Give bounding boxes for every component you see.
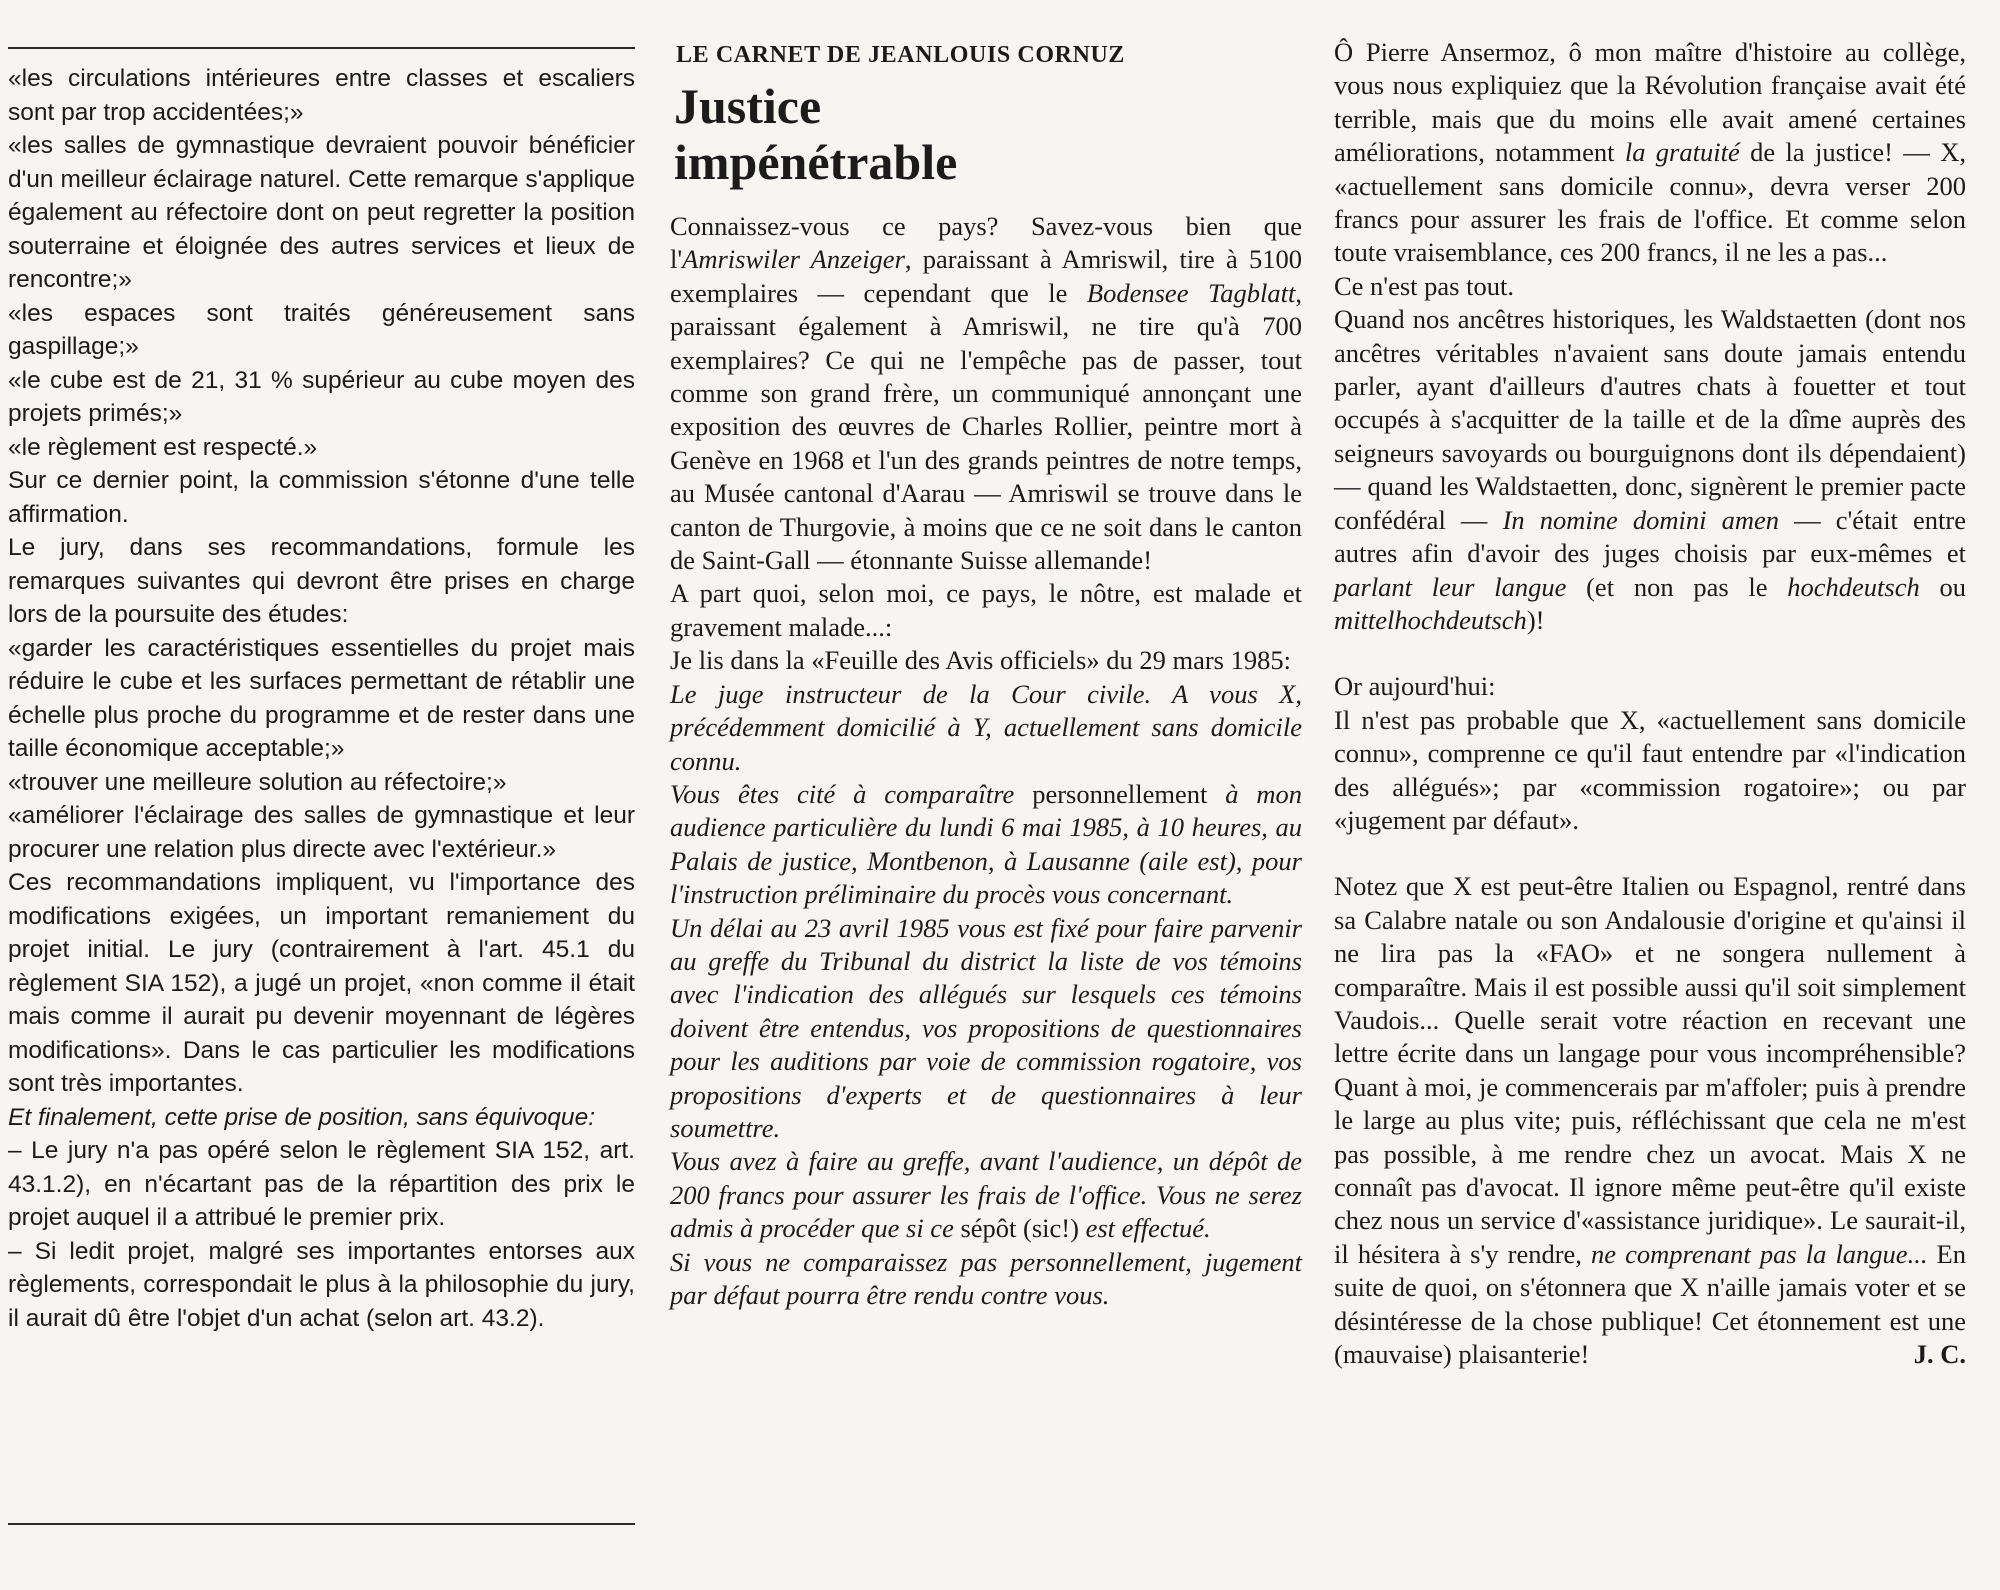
left-paragraph: «les espaces sont traités généreusement sans gaspillage;» <box>8 299 635 360</box>
text-run: Quand nos ancêtres historiques, les Waldstaetten (dont nos ancêtres véritables n'avaient sans doute jamais entendu parler, ayant d'ailleurs d'autres chats à fouetter et tout occupés à s'acquitter de la taille et de la dîme auprès des seigneurs savoyards ou bourguignons dont ils dépendaient) — quand les Waldstaetten, donc, signèrent le premier pacte confédéral — <box>1334 304 1966 535</box>
text-run-italic: ne comprenant pas la langue... <box>1591 1238 1928 1269</box>
text-run: , paraissant à Amriswil, tire à 5100 exemplaires — cependant que le <box>670 244 1302 308</box>
article-paragraph <box>1334 303 1966 637</box>
text-run-italic: la gratuité <box>1624 137 1740 168</box>
quoted-notice <box>670 1145 1302 1245</box>
title-line: impénétrable <box>674 134 958 190</box>
text-run-italic: mittelhochdeutsch <box>1334 604 1527 635</box>
text-run: ou <box>1919 571 1967 602</box>
middle-column <box>670 36 1302 1312</box>
text-run: Ô Pierre Ansermoz, ô mon maître d'histoire au collège, vous nous expliquiez que la Révolution française avait été terrible, mais que du moins elle avait amené certaines améliorations, notamment <box>1334 37 1966 168</box>
text-run: personnellement <box>1014 778 1226 809</box>
article-paragraph: Or aujourd'hui: <box>1334 671 1496 702</box>
quoted-notice: Si vous ne comparaissez pas personnellement, jugement par défaut pourra être rendu contre vous. <box>670 1246 1302 1310</box>
left-column <box>8 62 635 1335</box>
left-paragraph: «les circulations intérieures entre classes et escaliers sont par trop accidentées;» <box>8 65 635 126</box>
article-paragraph: Il n'est pas probable que X, «actuellement sans domicile connu», comprenne ce qu'il faut entendre par «l'indication des allégués»; par «commission rogatoire»; ou par «jugement par défaut». <box>1334 704 1966 835</box>
article-title <box>674 78 1302 190</box>
left-paragraph: – Le jury n'a pas opéré selon le règlement SIA 152, art. 43.1.2), en n'écartant pas de la répartition des prix le projet auquel il a attribué le premier prix. <box>8 1137 635 1231</box>
text-run-italic: parlant leur langue <box>1334 571 1567 602</box>
text-run: de la justice! — X, «actuellement sans domicile connu», devra verser 200 francs pour assurer les frais de l'office. Et comme selon toute vraisemblance, ces 200 francs, il ne les a pas... <box>1334 137 1966 268</box>
left-paragraph: Sur ce dernier point, la commission s'étonne d'une telle affirmation. <box>8 467 635 528</box>
text-run: — c'était entre autres afin d'avoir des juges choisis par eux-mêmes et <box>1334 504 1967 569</box>
left-paragraph: «améliorer l'éclairage des salles de gymnastique et leur procurer une relation plus directe avec l'extérieur.» <box>8 802 635 863</box>
left-paragraph: Ces recommandations impliquent, vu l'importance des modifications exigées, un important remaniement du projet initial. Le jury (contrairement à l'art. 45.1 du règlement SIA 152), a jugé un projet, «non comme il était mais comme il aurait pu devenir moyennant de légères modifications». Dans le cas particulier les modifications sont très importantes. <box>8 869 635 1097</box>
text-run-italic: In nomine domini amen <box>1502 504 1780 535</box>
text-run: En suite de quoi, on s'étonnera que X n'aille jamais voter et se désintéresse de la chose publique! Cet étonnement est une (mauvaise) plaisanterie! <box>1334 1238 1966 1370</box>
top-rule <box>8 47 635 49</box>
text-run-italic: Vous avez à faire au greffe, avant l'audience, un dépôt de 200 francs pour assurer les frais de l'office. Vous ne serez admis à procéder que si ce <box>670 1146 1302 1244</box>
left-paragraph: «les salles de gymnastique devraient pouvoir bénéficier d'un meilleur éclairage naturel. Cette remarque s'applique également au réfectoire dont on peut regretter la position souterraine et éloignée des autres services et lieux de rencontre;» <box>8 132 635 293</box>
quoted-notice <box>670 778 1302 912</box>
text-run-italic: est effectué. <box>1078 1213 1211 1244</box>
text-run: (et non pas le <box>1566 571 1788 602</box>
quoted-notice: Un délai au 23 avril 1985 vous est fixé pour faire parvenir au greffe du Tribunal du district la liste de vos témoins avec l'indication des allégués sur lesquels ces témoins doivent être entendus, vos propositions de questionnaires pour les auditions par voie de commission rogatoire, vos propositions d'experts et de questionnaires à leur soumettre. <box>670 912 1302 1143</box>
text-run: )! <box>1526 604 1545 635</box>
left-paragraph: «le règlement est respecté.» <box>8 433 318 461</box>
article-paragraph: A part quoi, selon moi, ce pays, le nôtre, est malade et gravement malade...: <box>670 578 1302 642</box>
left-paragraph: Et finalement, cette prise de position, sans équivoque: <box>8 1103 595 1131</box>
author-signature: J. C. <box>1913 1339 1966 1370</box>
right-column <box>1334 36 1966 1371</box>
article-paragraph <box>1334 36 1966 270</box>
text-run-italic: Amriswiler Anzeiger <box>682 244 905 275</box>
article-paragraph: Je lis dans la «Feuille des Avis officiels» du 29 mars 1985: <box>670 645 1291 676</box>
article-paragraph <box>1334 870 1966 1371</box>
left-paragraph: Le jury, dans ses recommandations, formule les remarques suivantes qui devront être prises en charge lors de la poursuite des études: <box>8 534 635 628</box>
text-run-italic: Bodensee Tagblatt <box>1086 277 1296 308</box>
title-line: Justice <box>674 78 822 134</box>
left-paragraph: «garder les caractéristiques essentielles du projet mais réduire le cube et les surfaces permettant de rétablir une échelle plus proche du programme et de rester dans une taille économique acceptable;» <box>8 634 635 762</box>
text-run: Notez que X est peut-être Italien ou Espagnol, rentré dans sa Calabre natale ou son Andalousie d'origine et qu'ainsi il ne lira pas la «FAO» et ne songera nullement à comparaître. Mais il est possible aussi qu'il soit simplement Vaudois... Quelle serait votre réaction en recevant une lettre écrite dans un langage pour vous incompréhensible? Quant à moi, je commencerais par m'affoler; puis à prendre le large au plus vite; puis, réfléchissant que cela ne m'est pas possible, à me rendre chez un avocat. Mais X ne connaît pas d'avocat. Il ignore même peut-être qu'il existe chez nous un service d'«assistance juridique». Le saurait-il, il hésitera à s'y rendre, <box>1334 871 1966 1269</box>
left-paragraph: «trouver une meilleure solution au réfectoire;» <box>8 768 507 796</box>
column-kicker: LE CARNET DE JEANLOUIS CORNUZ <box>676 42 1126 68</box>
article-paragraph: Ce n'est pas tout. <box>1334 270 1514 301</box>
text-run: Connaissez-vous ce pays? Savez-vous bien que l' <box>670 211 1302 275</box>
left-paragraph: – Si ledit projet, malgré ses importantes entorses aux règlements, correspondait le plus à la philosophie du jury, il aurait dû être l'objet d'un achat (selon art. 43.2). <box>8 1237 635 1332</box>
article-paragraph <box>670 210 1302 577</box>
text-run-italic: hochdeutsch <box>1787 571 1920 602</box>
text-run-italic: Vous êtes cité à comparaître <box>670 778 1015 809</box>
text-run-italic: à mon audience particulière du lundi 6 mai 1985, à 10 heures, au Palais de justice, Montbenon, à Lausanne (aile est), pour l'instruction préliminaire du procès vous concernant. <box>670 778 1303 910</box>
bottom-rule <box>8 1523 635 1525</box>
text-run: , paraissant également à Amriswil, ne tire qu'à 700 exemplaires? Ce qui ne l'empêche pas de passer, tout comme son grand frère, un communiqué annonçant une exposition des œuvres de Charles Rollier, peintre mort à Genève en 1968 et l'un des grands peintres de notre temps, au Musée cantonal d'Aarau — Amriswil se trouve dans le canton de Thurgovie, à moins que ce ne soit dans le canton de Saint-Gall — étonnante Suisse allemande! <box>670 277 1302 576</box>
quoted-notice: Le juge instructeur de la Cour civile. A vous X, précédemment domicilié à Y, actuellement sans domicile connu. <box>670 678 1302 776</box>
left-paragraph: «le cube est de 21, 31 % supérieur au cube moyen des projets primés;» <box>8 366 635 427</box>
text-run: sépôt (sic!) <box>960 1213 1079 1244</box>
